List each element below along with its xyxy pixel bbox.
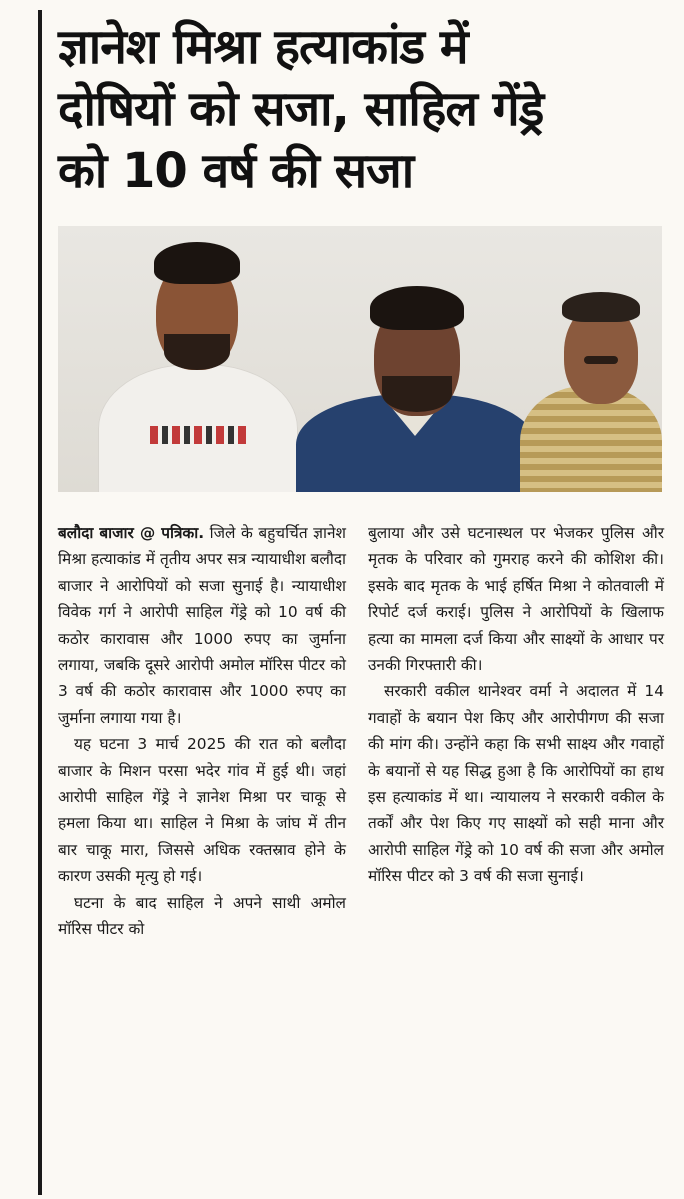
headline: [58, 16, 668, 202]
article-paragraph-1: बलौदा बाजार @ पत्रिका. जिले के बहुचर्चित ज्ञानेश मिश्रा हत्याकांड में तृतीय अपर सत्र न्यायाधीश बलौदा बाजार ने आरोपियों को सजा सुनाई है। न्यायाधीश विवेक गर्ग ने आरोपी साहिल गेंड्रे को 10 वर्ष की कठोर कारावास और 1000 रुपए का जुर्माना लगाया, जबकि दूसरे आरोपी अमोल मॉरिस पीटर को 3 वर्ष की कठोर कारावास और 1000 रुपए का जुर्माना लगाया गया है।: [58, 524, 346, 727]
article-paragraph-3-continued: बुलाया और उसे घटनास्थल पर भेजकर पुलिस और मृतक के परिवार को गुमराह करने की कोशिश की। इसके बाद मृतक के भाई हर्षित मिश्रा ने कोतवाली में रिपोर्ट दर्ज कराई। पुलिस ने आरोपियों के खिलाफ हत्या का मामला दर्ज किया और साक्ष्यों के आधार पर उनकी गिरफ्तारी की।: [368, 524, 664, 675]
column-rule: [38, 10, 42, 1195]
photo-person-right: [516, 226, 662, 492]
headline-line-1: ज्ञानेश मिश्रा हत्याकांड में: [58, 19, 468, 75]
photo-person-center: [290, 226, 540, 492]
article-paragraph-4: सरकारी वकील थानेश्वर वर्मा ने अदालत में 14 गवाहों के बयान पेश किए और आरोपीगण की सजा की मांग की। उन्होंने कहा कि सभी साक्ष्य और गवाहों के बयानों से यह सिद्ध हुआ है कि आरोपियों का हाथ इस हत्याकांड में था। न्यायालय ने सरकारी वकील के तर्कों और पेश किए गए साक्ष्यों को सही माना और आरोपी साहिल गेंड्रे को 10 वर्ष की सजा और अमोल मॉरिस पीटर को 3 वर्ष की सजा सुनाई।: [368, 682, 664, 886]
article-paragraph-3: घटना के बाद साहिल ने अपने साथी अमोल मॉरिस पीटर को: [58, 893, 346, 939]
article-column-left: [58, 520, 346, 943]
article-column-right: [368, 520, 664, 890]
photo-person-left: [98, 226, 298, 492]
headline-line-2: दोषियों को सजा, साहिल गेंड्रे: [58, 81, 544, 137]
news-photo: [58, 226, 662, 492]
headline-line-3: को 10 वर्ष की सजा: [58, 143, 414, 199]
dateline: बलौदा बाजार @ पत्रिका.: [58, 524, 205, 542]
article-paragraph-2: यह घटना 3 मार्च 2025 की रात को बलौदा बाजार के मिशन परसा भदेर गांव में हुई थी। जहां आरोपी साहिल गेंड्रे ने ज्ञानेश मिश्रा पर चाकू से हमला किया था। साहिल ने मिश्रा के जांघ में तीन बार चाकू मारा, जिससे अधिक रक्तस्राव होने के कारण उसकी मृत्यु हो गई।: [58, 735, 346, 886]
